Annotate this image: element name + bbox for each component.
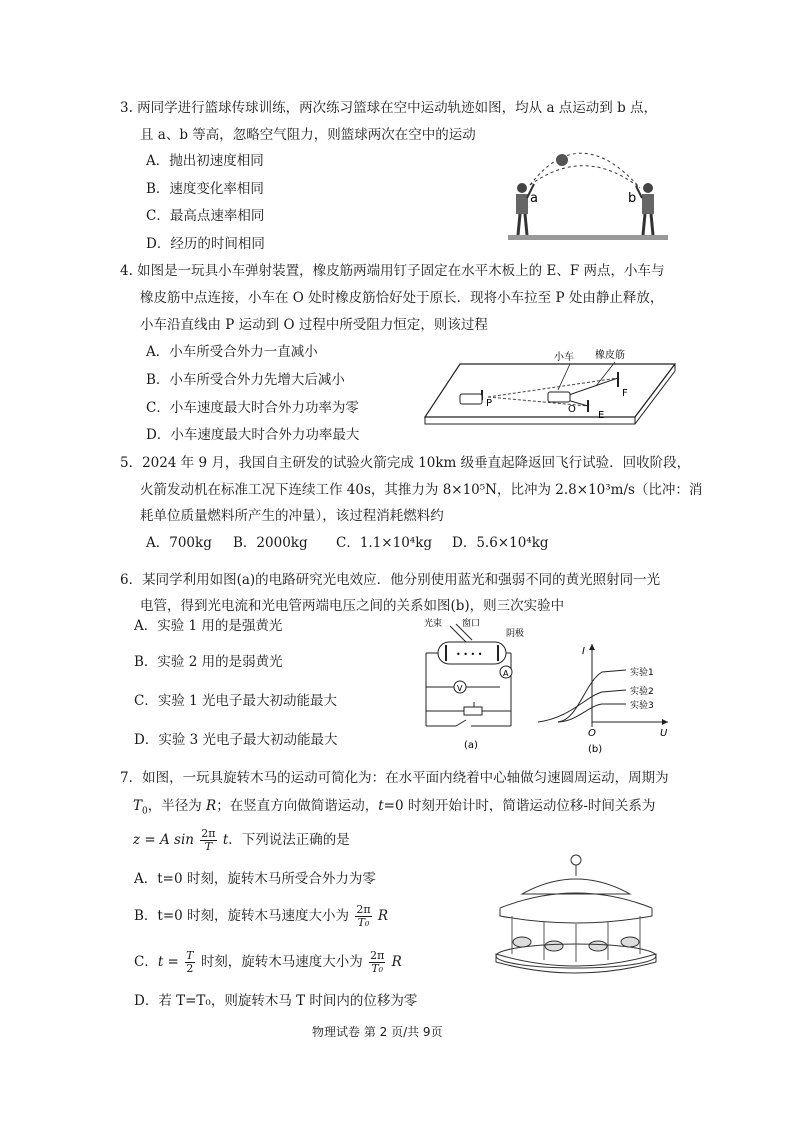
label-beam: 光束 <box>424 619 443 629</box>
q5-stem-line1: 5．2024 年 9 月，我国自主研发的试验火箭完成 10km 级垂直起降返回飞行试验．回收阶段， <box>120 455 691 471</box>
label-a: a <box>530 191 538 206</box>
label-band: 橡皮筋 <box>595 350 625 361</box>
label-v: V <box>457 684 463 693</box>
q6-option-c: C．实验 1 光电子最大初动能最大 <box>134 693 338 709</box>
label-a-meter: A <box>503 669 509 678</box>
q4-stem-line1: 4. 如图是一玩具小车弹射装置，橡皮筋两端用钉子固定在水平木板上的 E、F 两点，小车与 <box>120 263 665 279</box>
svg-text:• • • •: • • • • <box>456 650 483 659</box>
q3-stem-line2: 且 a、b 等高，忽略空气阻力，则篮球两次在空中的运动 <box>140 127 476 143</box>
label-o-origin: O <box>588 728 596 739</box>
q6-figure-b-graph <box>530 642 670 754</box>
legend-experiment-1: 实验1 <box>630 668 654 678</box>
legend-experiment-2: 实验2 <box>630 687 654 697</box>
curve-experiment-2 <box>538 690 626 722</box>
q7-equation: z = A sin $\frac{2\pi}{T}$ t．下列说法正确的是 <box>133 827 350 853</box>
q3-option-b: B．速度变化率相同 <box>146 181 264 197</box>
q4-option-d: D．小车速度最大时合外力功率最大 <box>146 427 360 443</box>
q3-stem-line1: 3. 两同学进行篮球传球训练，两次练习篮球在空中运动轨迹如图，均从 a 点运动到 b 点， <box>120 100 658 116</box>
q6-option-b: B．实验 2 用的是弱黄光 <box>134 654 283 670</box>
q3-figure-basketball <box>500 140 680 245</box>
q6-option-d: D．实验 3 光电子最大初动能最大 <box>134 732 338 748</box>
q4-option-b: B．小车所受合外力先增大后减小 <box>146 372 345 388</box>
q4-option-a: A．小车所受合外力一直减小 <box>146 344 318 360</box>
label-f: F <box>622 388 628 399</box>
q7-option-a: A．t=0 时刻，旋转木马所受合外力为零 <box>134 871 376 887</box>
q5-option-c: C．1.1×10⁴kg <box>336 535 433 551</box>
label-cathode: 阴极 <box>506 629 525 639</box>
carousel-icon <box>496 855 656 973</box>
q7-option-b: B．t=0 时刻，旋转木马速度大小为 $\frac{2\pi}{\text{T₀}}$ R <box>134 903 389 929</box>
q6-figure-a-circuit <box>416 612 528 754</box>
board <box>425 364 675 417</box>
q3-option-d: D．经历的时间相同 <box>146 236 265 252</box>
caption-a: (a) <box>464 740 478 751</box>
basketball-icon <box>556 154 568 166</box>
car-at-p-icon <box>460 394 482 404</box>
label-car: 小车 <box>554 352 574 363</box>
q5-option-d: D．5.6×10⁴kg <box>452 535 549 551</box>
switch-icon <box>456 720 466 726</box>
q3-option-c: C．最高点速率相同 <box>146 208 265 224</box>
q5-stem-line3: 耗单位质量燃料所产生的冲量），该过程消耗燃料约 <box>140 508 444 524</box>
q5-option-b: B．2000kg <box>233 535 308 551</box>
q6-stem-line2: 电管，得到光电流和光电管两端电压之间的关系如图(b)，则三次实验中 <box>140 598 565 614</box>
label-e: E <box>598 410 605 421</box>
legend-experiment-3: 实验3 <box>630 701 654 711</box>
q4-option-c: C．小车速度最大时合外力功率为零 <box>146 400 359 416</box>
eq-fraction: $\frac{2\pi}{T}$ <box>201 827 216 853</box>
q6-option-a: A．实验 1 用的是强黄光 <box>134 618 283 634</box>
rheostat-icon <box>464 707 482 715</box>
q5-stem-line2: 火箭发动机在标准工况下连续工作 40s，其推力为 8×10⁵N，比冲为 2.8×10³m/s（比冲：消 <box>140 482 703 498</box>
q7-stem-line1: 7．如图，一玩具旋转木马的运动可简化为：在水平面内绕着中心轴做匀速圆周运动，周期为 <box>120 770 669 786</box>
q3-option-a: A．抛出初速度相同 <box>146 153 264 169</box>
q4-stem-line2: 橡皮筋中点连接，小车在 O 处时橡皮筋恰好处于原长．现将小车拉至 P 处由静止释放， <box>140 290 664 306</box>
q4-figure-slingshot <box>420 342 680 432</box>
label-i: I <box>582 646 585 657</box>
q5-option-a: A．700kg <box>146 535 212 551</box>
q4-stem-line3: 小车沿直线由 P 运动到 O 过程中所受阻力恒定，则该过程 <box>140 317 488 333</box>
caption-b: (b) <box>588 744 603 754</box>
label-p: P <box>486 398 493 409</box>
player-b-icon <box>636 183 654 235</box>
car-at-o-icon <box>548 392 570 402</box>
q7-option-c: C．t = $\frac{T}{2}$ 时刻，旋转木马速度大小为 $\frac{2\pi}{\text{T₀}}$ R <box>134 949 402 975</box>
q7-stem-line2: $T_0$，半径为 R；在竖直方向做简谐运动，t=0 时刻开始计时，简谐运动位移-时间关系为 <box>133 798 656 817</box>
label-u: U <box>660 728 668 739</box>
label-o: O <box>568 404 576 415</box>
q7-figure-carousel <box>492 850 660 978</box>
ground <box>508 235 668 240</box>
q7-option-d: D．若 T=T₀，则旋转木马 T 时间内的位移为零 <box>134 993 418 1009</box>
label-window: 窗口 <box>462 619 481 629</box>
label-b: b <box>628 191 637 206</box>
page-footer: 物理试卷 第 2 页/共 9页 <box>312 1025 443 1039</box>
q6-stem-line1: 6．某同学利用如图(a)的电路研究光电效应．他分别使用蓝光和强弱不同的黄光照射同一光 <box>120 572 661 588</box>
